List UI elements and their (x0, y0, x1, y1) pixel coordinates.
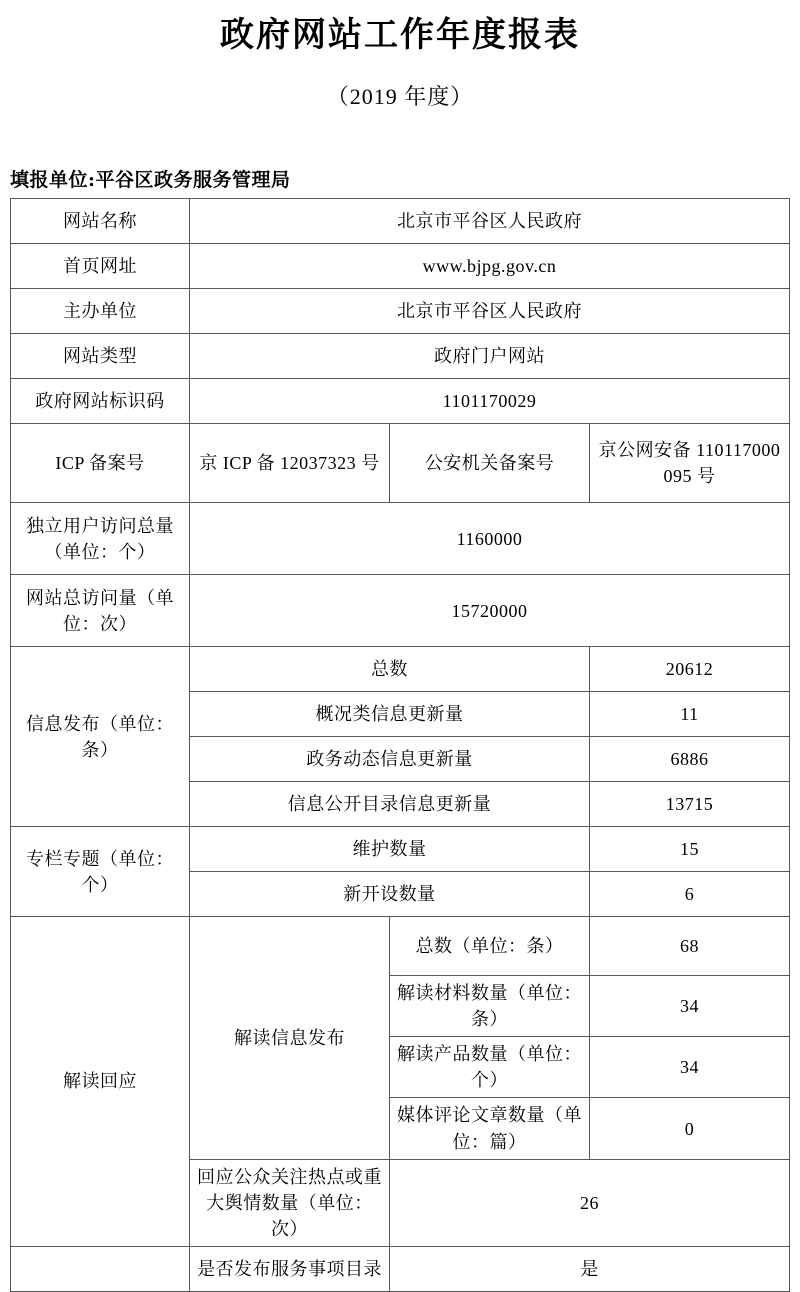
info-publish-item-label: 概况类信息更新量 (190, 692, 590, 737)
info-publish-item-value: 13715 (590, 782, 790, 827)
police-record-label: 公安机关备案号 (390, 424, 590, 503)
total-visits-label: 网站总访问量（单位：次） (11, 575, 190, 647)
sponsor-label: 主办单位 (11, 289, 190, 334)
interpretation-item-value: 34 (590, 1037, 790, 1098)
service-catalog-label: 是否发布服务事项目录 (190, 1246, 390, 1291)
table-row (11, 647, 790, 692)
interpretation-item-label: 解读材料数量（单位：条） (390, 976, 590, 1037)
homepage-url-label: 首页网址 (11, 244, 190, 289)
unique-visitors-value: 1160000 (190, 503, 790, 575)
table-row (11, 289, 790, 334)
site-name-label: 网站名称 (11, 199, 190, 244)
interpretation-item-label: 媒体评论文章数量（单位：篇） (390, 1098, 590, 1159)
info-publish-item-value: 20612 (590, 647, 790, 692)
interpretation-item-value: 68 (590, 917, 790, 976)
column-topic-item-value: 15 (590, 827, 790, 872)
info-publish-item-label: 政务动态信息更新量 (190, 737, 590, 782)
empty-cell (11, 1246, 190, 1291)
column-topic-item-label: 新开设数量 (190, 872, 590, 917)
table-row (11, 503, 790, 575)
table-row (11, 379, 790, 424)
site-code-label: 政府网站标识码 (11, 379, 190, 424)
site-code-value: 1101170029 (190, 379, 790, 424)
site-type-value: 政府门户网站 (190, 334, 790, 379)
site-type-label: 网站类型 (11, 334, 190, 379)
interpretation-item-value: 34 (590, 976, 790, 1037)
police-record-value: 京公网安备 110117000095 号 (590, 424, 790, 503)
table-row (11, 917, 790, 976)
info-publish-item-value: 11 (590, 692, 790, 737)
info-publish-label: 信息发布（单位：条） (11, 647, 190, 827)
homepage-url-value: www.bjpg.gov.cn (190, 244, 790, 289)
report-table-container (0, 192, 800, 1292)
interpretation-label: 解读回应 (11, 917, 190, 1247)
icp-value: 京 ICP 备 12037323 号 (190, 424, 390, 503)
column-topic-item-value: 6 (590, 872, 790, 917)
info-publish-item-label: 信息公开目录信息更新量 (190, 782, 590, 827)
interpretation-item-value: 0 (590, 1098, 790, 1159)
table-row (11, 1246, 790, 1291)
interpretation-item-label: 总数（单位：条） (390, 917, 590, 976)
total-visits-value: 15720000 (190, 575, 790, 647)
report-unit-line: 填报单位:平谷区政务服务管理局 (10, 169, 291, 192)
info-publish-item-value: 6886 (590, 737, 790, 782)
page-subtitle: （2019 年度） (326, 83, 474, 109)
table-row (11, 334, 790, 379)
column-topic-item-label: 维护数量 (190, 827, 590, 872)
column-topic-label: 专栏专题（单位：个） (11, 827, 190, 917)
interpretation-publish-label: 解读信息发布 (190, 917, 390, 1160)
annual-report-table (10, 198, 790, 1292)
table-row (11, 575, 790, 647)
hot-response-label: 回应公众关注热点或重大舆情数量（单位：次） (190, 1159, 390, 1246)
hot-response-value: 26 (390, 1159, 790, 1246)
service-catalog-value: 是 (390, 1246, 790, 1291)
table-row (11, 199, 790, 244)
unique-visitors-label: 独立用户访问总量（单位：个） (11, 503, 190, 575)
page-title: 政府网站工作年度报表 (220, 15, 580, 55)
info-publish-item-label: 总数 (190, 647, 590, 692)
site-name-value: 北京市平谷区人民政府 (190, 199, 790, 244)
table-row (11, 244, 790, 289)
sponsor-value: 北京市平谷区人民政府 (190, 289, 790, 334)
icp-label: ICP 备案号 (11, 424, 190, 503)
table-row (11, 827, 790, 872)
interpretation-item-label: 解读产品数量（单位：个） (390, 1037, 590, 1098)
table-row (11, 424, 790, 503)
